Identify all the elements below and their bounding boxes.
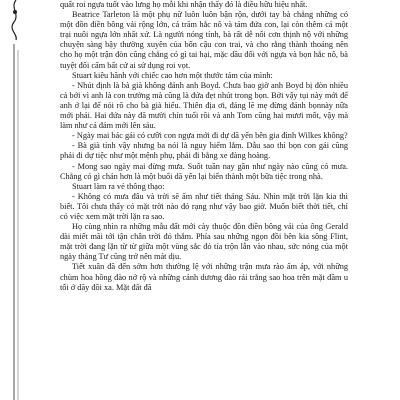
paragraph: Họ cùng nhìn ra những mẫu đất mới cày thuộc đồn điền bông vải của ông Gerald dài miết mãi tới tận chân trời đỏ thắm. Phía sau những ngọn đồi bên kia sông Flint, mặt trời đang lặn từ từ giữa một vùng sắc đỏ tía trộn lẫn vào nhau, sức nóng của một ngày tháng Tư cũng trở nên mát dịu. (60, 222, 348, 262)
paragraph: Beatrice Tarleton là một phụ nữ luôn luôn bận rộn, dưới tay bà chẳng những có một đồn điền bông vải rộng lớn, cả trăm hắc nô và tám đứa con, lại còn thêm cả một trại nuôi ngựa lớn nhất xứ. Là người nóng tính, bà rất dễ nổi cơn thịnh nộ với những chuyện sàng bậy thường xuyên của bốn cậu con trai, và cho rằng thành thoảng nên cho họ một trận đòn cũng chẳng có gì tai hại, mặc dầu đối với ngựa và bọn hắc nô, bà tuyệt đối cấm bất cứ ai sử dụng roi vọt. (60, 10, 348, 70)
paragraph: Stuart kiêu hãnh với chiếc cao hơn một thước tám của mình: (72, 70, 273, 80)
book-page-text (60, 0, 348, 293)
paragraph: - Bà già tính vậy nhưng ba nói là nguy hiểm lắm. Dẫu sao thì bọn con gái cũng phải đi dự tiệc như một mệnh phụ, phải đi bằng xe đàng hoàng. (60, 141, 348, 161)
paragraph: quất roi ngựa tuốt vào lưng họ mỗi khi nhận thấy đó là điều hữu hiệu nhất. (60, 0, 308, 9)
paragraph: - Không có mưa đâu và trời sẽ ấm như tiết tháng Sáu. Nhìn mặt trời lặn kia thì biết. Tôi chưa thấy có mặt trời nào đỏ rạng như vậy bao giờ. Muốn biết thời tiết, chỉ có việc xem mặt trời lặn ra sao. (60, 191, 348, 221)
paragraph: - Ngày mai bác gái có cưỡi con ngựa mới đi dự dã yến bên gia đình Wilkes không? (72, 131, 348, 141)
paragraph: - Nhút định là bà già không đánh anh Boyd. Chưa bao giờ anh Boyd bị đòn nhiều cả bởi vì anh là con trưởng mà cũng là đứa đẹt nhút trong bọn. Bởi vậy tụi này mới để anh ở lại để nói rõ cho bà già hiểu. Thiên địa ơi, đáng lẽ mẹ đừng đánh bọnnày nữa mới phải. Hai đứa này đã mười chín tuổi rồi và anh Tom cũng hai mươi mốt, vậy mà làm như cả đám mới lên sáu. (60, 80, 348, 131)
paragraph: Tiết xuân đã đến sớm hơn thường lệ với những trận mưa rào ấm áp, với những chùm hoa hồng đào nở rộ và những cánh dương đào rải trắng sao hoa trên mặt đầm u tối ở dãy đồi xa. Mặt đất đã (60, 262, 348, 292)
paragraph: - Mong sao ngày mai đừng mưa. Suốt tuần nay gần như ngày nào cũng có mưa. Chẳng có gì chán hơn là một buổi dã yến lại biến thành một bữa tiệc trong nhà. (60, 161, 348, 181)
decorative-margin-ornament-icon (2, 0, 26, 400)
paragraph: Stuart làm ra vẻ thông thạo: (72, 181, 165, 191)
